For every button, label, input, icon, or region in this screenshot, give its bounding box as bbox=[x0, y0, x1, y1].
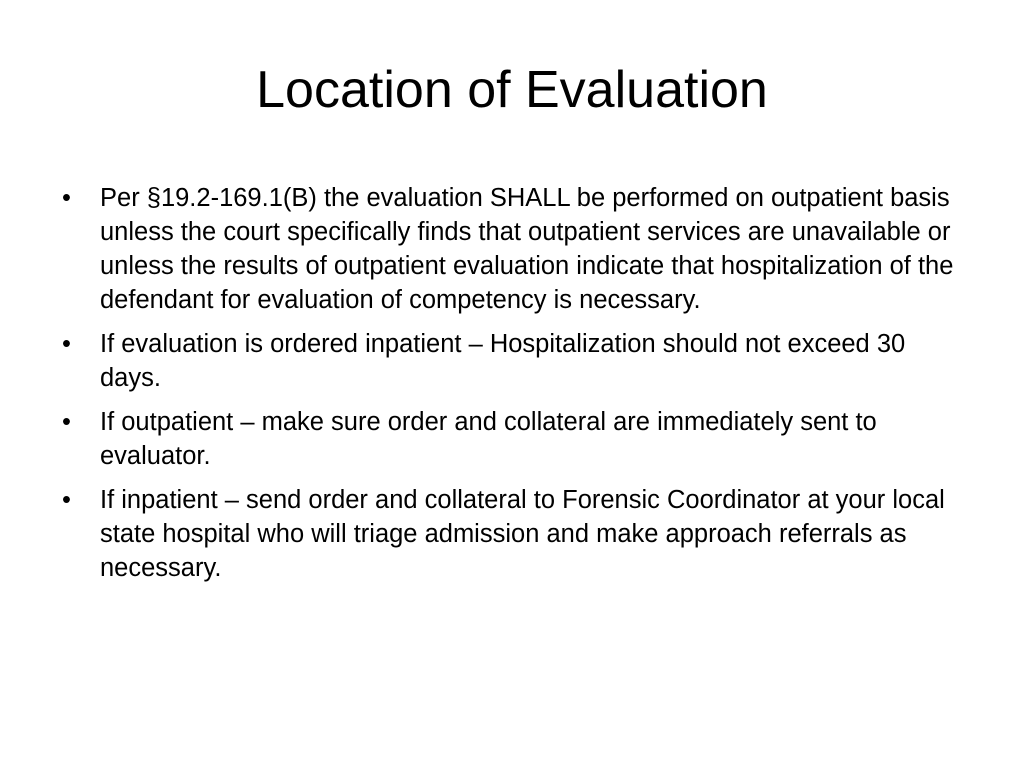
bullet-item bbox=[62, 405, 962, 473]
bullet-icon: • bbox=[62, 408, 71, 436]
bullet-text: Per §19.2-169.1(B) the evaluation SHALL be performed on outpatient basis unless the court specifically finds that outpatient services are unavailable or unless the results of outpatient evaluation indicate that hospitalization of the defendant for evaluation of competency is necessary. bbox=[100, 184, 954, 314]
bullet-icon: • bbox=[62, 330, 71, 358]
bullet-icon: • bbox=[62, 486, 71, 514]
bullet-item bbox=[62, 181, 962, 317]
bullet-item bbox=[62, 327, 962, 395]
bullet-text: If outpatient – make sure order and collateral are immediately sent to evaluator. bbox=[100, 408, 877, 470]
bullet-text: If evaluation is ordered inpatient – Hospitalization should not exceed 30 days. bbox=[100, 330, 906, 392]
bullet-list bbox=[62, 181, 962, 595]
bullet-text: If inpatient – send order and collateral to Forensic Coordinator at your local state hospital who will triage admission and make approach referrals as necessary. bbox=[100, 486, 945, 582]
slide-title: Location of Evaluation bbox=[256, 61, 768, 119]
bullet-icon: • bbox=[62, 184, 71, 212]
bullet-item bbox=[62, 483, 962, 585]
